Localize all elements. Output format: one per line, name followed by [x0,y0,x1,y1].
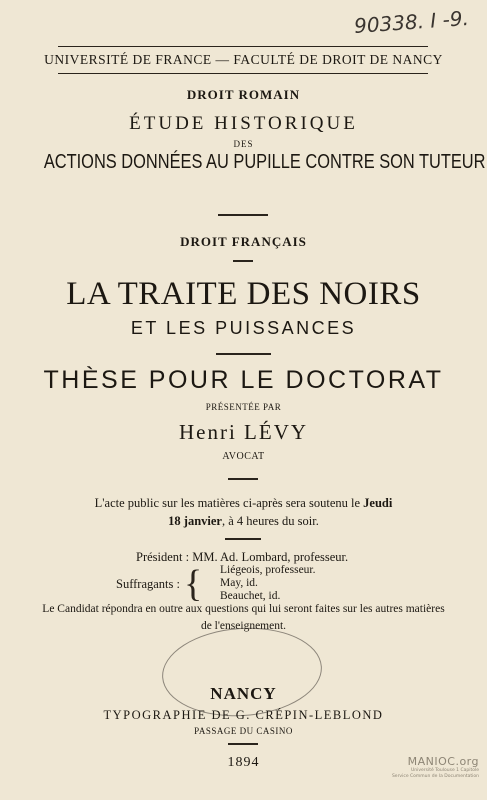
watermark-line1: Université Toulouse 1 Capitole [410,768,479,773]
divider-1 [218,214,268,216]
french-law-subtitle: ET LES PUISSANCES [130,318,357,338]
imprint-address: PASSAGE DU CASINO [194,726,293,736]
candidate-note-line-2: de l'enseignement. [200,620,287,632]
defense-line-1 [0,496,487,511]
author-profession: AVOCAT [222,451,265,462]
divider-3 [216,353,271,355]
jury-member: Liégeois, professeur. [220,564,316,576]
author-name: Henri LÉVY [178,420,309,444]
watermark-line2: Service Commun de la Documentation [391,774,479,779]
library-stamp [159,623,325,722]
top-rule [58,46,428,47]
thesis-title: THÈSE POUR LE DOCTORAT [43,366,444,394]
defense-date: 18 janvier [168,514,222,528]
watermark-logo: MANIOC.org [407,755,479,768]
roman-law-title: ACTIONS DONNÉES AU PUPILLE CONTRE SON TUTEUR [43,151,486,173]
divider-2 [233,260,253,262]
imprint-year: 1894 [227,755,260,770]
handwritten-shelfmark: 90338. I -9. [353,6,470,38]
french-law-title: LA TRAITE DES NOIRS [66,276,421,312]
french-law-heading: DROIT FRANÇAIS [180,234,307,249]
defense-day: Jeudi [363,496,393,510]
manioc-watermark [369,755,479,780]
presented-by: PRÉSENTÉE PAR [205,402,282,412]
suffragants-label: Suffragants : [116,577,180,591]
jury-member: May, id. [220,577,258,589]
jury-president: Président : MM. Ad. Lombard, professeur. [136,550,349,564]
divider-5 [225,538,261,540]
imprint-city: NANCY [210,684,277,703]
roman-law-heading: DROIT ROMAIN [186,87,301,102]
header-bottom-rule [58,73,428,74]
defense-line-2 [0,514,487,529]
defense-time: , à 4 heures du soir. [221,514,319,528]
candidate-note-line-1: Le Candidat répondra en outre aux questions qui lui seront faites sur les autres matières [42,603,445,615]
divider-6 [228,743,258,745]
divider-4 [228,478,258,480]
jury-member: Beauchet, id. [220,590,281,602]
imprint-printer: TYPOGRAPHIE DE G. CRÉPIN-LEBLOND [103,708,384,722]
defense-text: L'acte public sur les matières ci-après sera soutenu le [94,496,364,510]
roman-law-line1: ÉTUDE HISTORIQUE [129,113,358,134]
roman-law-line2: DES [233,139,254,149]
brace-glyph: { [184,563,203,605]
university-header: UNIVERSITÉ DE FRANCE — FACULTÉ DE DROIT DE NANCY [44,52,443,67]
